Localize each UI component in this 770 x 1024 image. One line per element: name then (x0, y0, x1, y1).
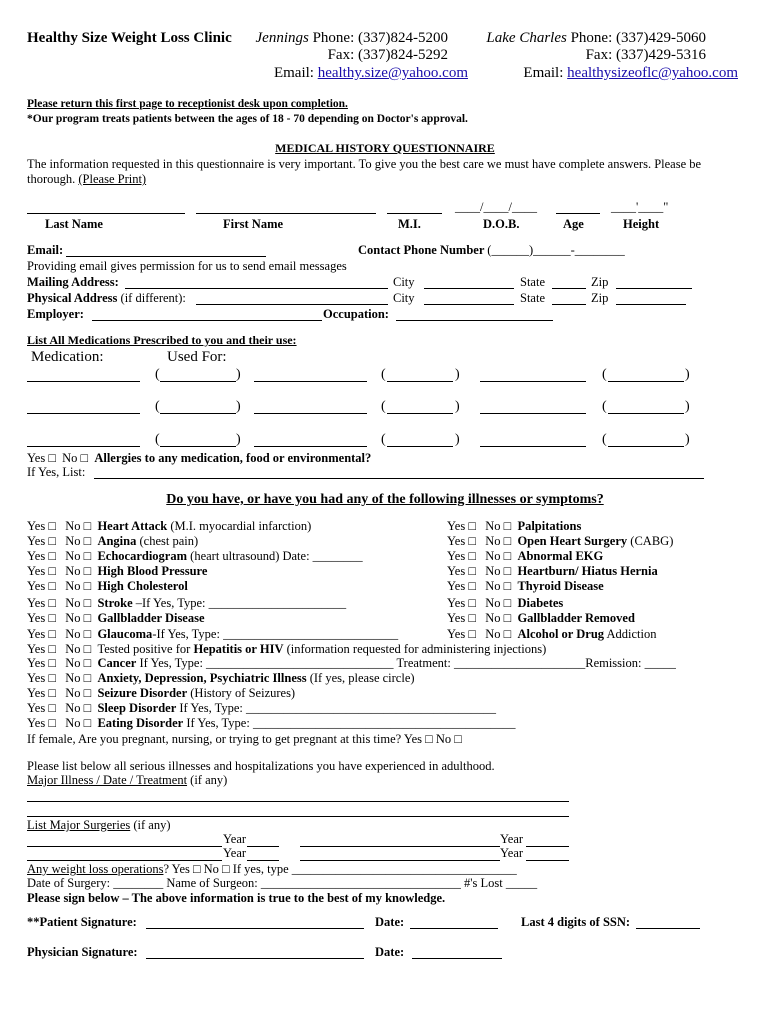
illness-detail: (M.I. myocardial infarction) (167, 519, 312, 533)
illness-name: Gallbladder Disease (97, 611, 205, 625)
paren-open: ( (381, 432, 386, 447)
mailing-address-label: Mailing Address: (27, 275, 119, 289)
allergies-if-yes-label: If Yes, List: (27, 465, 86, 479)
mi-field[interactable] (387, 213, 442, 214)
illness-detail: (If yes, please circle) (306, 671, 415, 685)
full-illness-row (27, 671, 415, 685)
full-illness-row (27, 716, 515, 730)
medication-field[interactable] (480, 381, 586, 382)
no-checkbox[interactable]: No □ (65, 519, 92, 533)
illness-detail: (information requested for administering injections) (283, 642, 547, 656)
ssn-label: Last 4 digits of SSN: (521, 915, 631, 929)
illness-name: Palpitations (517, 519, 582, 533)
surgeries-title: List Major Surgeries (27, 818, 131, 832)
dob-field[interactable]: ____/____/____ (455, 200, 537, 214)
paren-close: ) (685, 367, 690, 382)
jennings-email-line (240, 65, 468, 82)
illness-prefix: Tested positive for (97, 642, 194, 656)
surgeries-label (27, 818, 171, 832)
paren-open: ( (381, 399, 386, 414)
height-label: Height (623, 217, 660, 231)
mailing-zip-field[interactable] (616, 288, 692, 289)
surgery-3-year-label: Year (223, 846, 247, 860)
illness-name: Thyroid Disease (517, 579, 604, 593)
paren-close: ) (236, 367, 241, 382)
paren-open: ( (155, 367, 160, 382)
used-for-field[interactable] (387, 446, 453, 447)
paren-close: ) (685, 432, 690, 447)
ssn-field[interactable] (636, 928, 700, 929)
illness-name: Diabetes (517, 596, 564, 610)
yes-checkbox[interactable]: Yes □ (447, 519, 476, 533)
illness-name: Stroke (97, 596, 133, 610)
mailing-city-label: City (393, 275, 415, 289)
yes-checkbox[interactable]: Yes □ (27, 596, 56, 610)
no-checkbox[interactable]: No □ (65, 534, 92, 548)
left-illness-row (27, 564, 207, 578)
serious-illness-intro: Please list below all serious illnesses and hospitalizations you have experienced in adulthood. (27, 759, 495, 773)
jennings-city: Jennings (255, 30, 309, 46)
mailing-city-field[interactable] (424, 288, 514, 289)
illness-name: Seizure Disorder (97, 686, 188, 700)
last-name-label: Last Name (45, 217, 103, 231)
no-checkbox[interactable]: No □ (485, 564, 512, 578)
height-field[interactable]: ____'____" (611, 200, 669, 214)
illness-name: Alcohol or Drug (517, 627, 605, 641)
surgery-1-year-label: Year (223, 832, 247, 846)
physician-signature-field[interactable] (146, 958, 364, 959)
yes-checkbox[interactable]: Yes □ (447, 579, 476, 593)
lake-charles-email-label: Email: (523, 65, 568, 81)
lake-charles-phone-number: Phone: (337)429-5060 (566, 30, 706, 46)
allergies-question (27, 451, 371, 465)
email-field[interactable] (66, 256, 266, 257)
full-illness-row (27, 656, 676, 670)
allergies-list-field[interactable] (94, 478, 704, 479)
medication-column-label: Medication: (31, 349, 104, 365)
no-checkbox[interactable]: No □ (485, 596, 512, 610)
yes-checkbox[interactable]: Yes □ (27, 671, 56, 685)
used-for-column-label: Used For: (167, 349, 227, 365)
illness-name: Gallbladder Removed (517, 611, 635, 625)
physical-address-label-text: Physical Address (27, 291, 118, 305)
surgery-1-year-field[interactable] (247, 846, 279, 847)
right-illness-row (447, 534, 673, 548)
physical-city-label: City (393, 291, 415, 305)
left-illness-row (27, 519, 311, 533)
yes-checkbox[interactable]: Yes □ (27, 534, 56, 548)
paren-open: ( (602, 367, 607, 382)
illness-name: Echocardiogram (97, 549, 188, 563)
questionnaire-title: MEDICAL HISTORY QUESTIONNAIRE (275, 141, 495, 155)
contact-phone-label: Contact Phone Number (358, 243, 488, 257)
used-for-field[interactable] (160, 381, 236, 382)
medication-field[interactable] (27, 413, 140, 414)
yes-checkbox[interactable]: Yes □ (447, 549, 476, 563)
surgery-2-year-field[interactable] (526, 846, 569, 847)
mi-label: M.I. (398, 217, 421, 231)
yes-checkbox[interactable]: Yes □ (27, 656, 56, 670)
used-for-field[interactable] (608, 413, 684, 414)
used-for-field[interactable] (387, 413, 453, 414)
age-notice: *Our program treats patients between the ages of 18 - 70 depending on Doctor's approval. (27, 113, 468, 125)
yes-checkbox[interactable]: Yes □ (27, 579, 56, 593)
yes-checkbox[interactable]: Yes □ (447, 611, 476, 625)
used-for-field[interactable] (608, 446, 684, 447)
right-illness-row (447, 549, 603, 563)
jennings-email-link[interactable]: healthy.size@yahoo.com (317, 65, 468, 81)
right-illness-row (447, 596, 563, 610)
surgeries-note: (if any) (130, 818, 171, 832)
no-checkbox[interactable]: No □ (65, 579, 92, 593)
illness-detail: –If Yes, Type: ______________________ (132, 596, 347, 610)
please-print: (Please Print) (78, 172, 147, 186)
paren-open: ( (155, 399, 160, 414)
yes-checkbox[interactable]: Yes □ (27, 627, 56, 641)
physical-zip-label: Zip (591, 291, 609, 305)
major-illness-line-1[interactable] (27, 801, 569, 802)
illness-name: Anxiety, Depression, Psychiatric Illness (97, 671, 307, 685)
yes-checkbox[interactable]: Yes □ (447, 596, 476, 610)
paren-close: ) (685, 399, 690, 414)
illness-detail: (CABG) (627, 534, 674, 548)
left-illness-row (27, 549, 363, 563)
yes-checkbox[interactable]: Yes □ (447, 534, 476, 548)
attestation: Please sign below – The above information is true to the best of my knowledge. (27, 891, 446, 905)
first-name-field[interactable] (196, 213, 376, 214)
lake-charles-fax: Fax: (337)429-5316 (585, 47, 706, 63)
right-illness-row (447, 564, 658, 578)
intro-line-1: The information requested in this questionnaire is very important. To give you the best care we must have complete answers. Please be (27, 157, 702, 171)
mailing-state-label: State (520, 275, 545, 289)
paren-open: ( (602, 432, 607, 447)
yes-checkbox[interactable]: Yes □ (27, 686, 56, 700)
illness-name: Heart Attack (97, 519, 168, 533)
weight-loss-operations-options[interactable]: ? Yes □ No □ If yes, type ____________________________________ (163, 862, 517, 876)
no-checkbox[interactable]: No □ (485, 534, 512, 548)
no-checkbox[interactable]: No □ (485, 611, 512, 625)
major-illness-title: Major Illness / Date / Treatment (27, 773, 188, 787)
full-illness-row (27, 686, 295, 700)
mailing-state-field[interactable] (552, 288, 586, 289)
medication-field[interactable] (480, 413, 586, 414)
paren-close: ) (236, 432, 241, 447)
used-for-field[interactable] (387, 381, 453, 382)
yes-checkbox[interactable]: Yes □ (27, 564, 56, 578)
physician-signature-label: Physician Signature: (27, 945, 138, 959)
last-name-field[interactable] (27, 213, 185, 214)
illness-name: High Cholesterol (97, 579, 188, 593)
email-permission-note: Providing email gives permission for us to send email messages (27, 259, 347, 273)
weight-loss-operations-label: Any weight loss operations (27, 862, 164, 876)
left-illness-row (27, 611, 205, 625)
no-checkbox[interactable]: No □ (485, 579, 512, 593)
paren-open: ( (155, 432, 160, 447)
age-field[interactable] (556, 213, 600, 214)
surgery-4-field[interactable] (300, 860, 500, 861)
illness-detail: (History of Seizures) (187, 686, 296, 700)
paren-close: ) (455, 432, 460, 447)
illness-detail: If Yes, Type: __________________________________________ (183, 716, 516, 730)
used-for-field[interactable] (608, 381, 684, 382)
surgery-4-year-field[interactable] (526, 860, 569, 861)
jennings-phone (250, 30, 448, 47)
illness-name: Heartburn/ Hiatus Hernia (517, 564, 658, 578)
left-illness-row (27, 534, 198, 548)
paren-close: ) (236, 399, 241, 414)
physical-zip-field[interactable] (616, 304, 686, 305)
right-illness-row (447, 611, 635, 625)
illness-name: Angina (97, 534, 137, 548)
illness-name: Open Heart Surgery (517, 534, 628, 548)
no-checkbox[interactable]: No □ (65, 671, 92, 685)
paren-open: ( (381, 367, 386, 382)
jennings-fax: Fax: (337)824-5292 (327, 47, 448, 63)
no-checkbox[interactable]: No □ (65, 642, 92, 656)
major-illness-line-2[interactable] (27, 816, 569, 817)
physical-address-note: (if different): (117, 291, 186, 305)
no-checkbox[interactable]: No □ (485, 549, 512, 563)
no-checkbox[interactable]: No □ (65, 627, 92, 641)
yes-checkbox[interactable]: Yes □ (27, 519, 56, 533)
surgery-details[interactable]: Date of Surgery: ________ Name of Surgeon: ________________________________ #'s Lost _____ (27, 876, 538, 890)
surgery-3-year-field[interactable] (247, 860, 279, 861)
major-illness-note: (if any) (187, 773, 228, 787)
no-checkbox[interactable]: No □ (485, 519, 512, 533)
medication-field[interactable] (254, 413, 367, 414)
paren-open: ( (602, 399, 607, 414)
surgery-3-field[interactable] (27, 860, 222, 861)
left-illness-row (27, 627, 398, 641)
mailing-address-field[interactable] (125, 288, 388, 289)
medication-field[interactable] (254, 446, 367, 447)
medication-field[interactable] (254, 381, 367, 382)
right-illness-row (447, 579, 604, 593)
used-for-field[interactable] (160, 413, 236, 414)
paren-close: ) (455, 399, 460, 414)
medications-heading: List All Medications Prescribed to you and their use: (27, 333, 297, 347)
pregnancy-question: If female, Are you pregnant, nursing, or trying to get pregnant at this time? Yes □ No □ (27, 732, 462, 746)
illness-detail: Addiction (604, 627, 657, 641)
full-illness-row (27, 642, 546, 656)
illness-detail: If Yes, Type: ________________________________________ (176, 701, 496, 715)
illness-name: Eating Disorder (97, 716, 184, 730)
illness-name: Glaucoma (97, 627, 153, 641)
jennings-phone-number: Phone: (337)824-5200 (308, 30, 448, 46)
illness-detail: (chest pain) (136, 534, 199, 548)
no-checkbox[interactable]: No □ (65, 549, 92, 563)
allergies-question-text: Allergies to any medication, food or environmental? (94, 451, 372, 465)
yes-checkbox[interactable]: Yes □ (27, 611, 56, 625)
paren-close: ) (455, 367, 460, 382)
left-illness-row (27, 579, 188, 593)
physical-state-field[interactable] (552, 304, 586, 305)
illness-detail: If Yes, Type: ______________________________ Treatment: _____________________Remission: _____ (136, 656, 676, 670)
illness-name: Sleep Disorder (97, 701, 177, 715)
patient-date-label: Date: (375, 915, 405, 929)
illness-name: High Blood Pressure (97, 564, 208, 578)
allergies-yes-checkbox[interactable]: Yes □ (27, 451, 56, 465)
patient-signature-field[interactable] (146, 928, 364, 929)
return-notice: Please return this first page to receptionist desk upon completion. (27, 98, 348, 110)
age-label: Age (563, 217, 584, 231)
yes-checkbox[interactable]: Yes □ (447, 627, 476, 641)
no-checkbox[interactable]: No □ (65, 564, 92, 578)
physician-date-label: Date: (375, 945, 405, 959)
lake-charles-email-link[interactable]: healthysizeoflc@yahoo.com (567, 65, 738, 81)
email-label: Email: (27, 243, 64, 257)
surgery-2-field[interactable] (300, 846, 500, 847)
patient-signature-label: **Patient Signature: (27, 915, 137, 929)
physical-address-label (27, 291, 186, 305)
yes-checkbox[interactable]: Yes □ (27, 701, 56, 715)
dob-label: D.O.B. (483, 217, 520, 231)
yes-checkbox[interactable]: Yes □ (27, 549, 56, 563)
intro-line-2-text: thorough. (27, 172, 79, 186)
mailing-zip-label: Zip (591, 275, 609, 289)
surgery-2-year-label: Year (500, 832, 524, 846)
illnesses-heading: Do you have, or have you had any of the following illnesses or symptoms? (166, 492, 604, 507)
first-name-label: First Name (223, 217, 284, 231)
no-checkbox[interactable]: No □ (485, 627, 512, 641)
lake-charles-email-line (488, 65, 738, 82)
medication-field[interactable] (27, 381, 140, 382)
lake-charles-phone (478, 30, 706, 47)
allergies-no-checkbox[interactable]: No □ (62, 451, 89, 465)
used-for-field[interactable] (160, 446, 236, 447)
full-illness-row (27, 701, 496, 715)
occupation-label: Occupation: (323, 307, 389, 321)
physical-address-field[interactable] (196, 304, 388, 305)
yes-checkbox[interactable]: Yes □ (27, 642, 56, 656)
right-illness-row (447, 519, 581, 533)
surgery-1-field[interactable] (27, 846, 222, 847)
contact-phone (358, 243, 625, 257)
medication-field[interactable] (480, 446, 586, 447)
yes-checkbox[interactable]: Yes □ (447, 564, 476, 578)
lake-charles-city: Lake Charles (486, 30, 567, 46)
illness-detail: -If Yes, Type: ____________________________ (152, 627, 399, 641)
intro-line-2 (27, 172, 146, 186)
no-checkbox[interactable]: No □ (65, 656, 92, 670)
physical-city-field[interactable] (424, 304, 514, 305)
illness-name: Hepatitis or HIV (193, 642, 284, 656)
no-checkbox[interactable]: No □ (65, 686, 92, 700)
occupation-field[interactable] (396, 320, 553, 321)
contact-phone-field[interactable]: (______)______-________ (487, 243, 625, 257)
employer-field[interactable] (92, 320, 322, 321)
major-illness-label (27, 773, 227, 787)
jennings-email-label: Email: (273, 65, 318, 81)
yes-checkbox[interactable]: Yes □ (27, 716, 56, 730)
no-checkbox[interactable]: No □ (65, 701, 92, 715)
no-checkbox[interactable]: No □ (65, 611, 92, 625)
physician-date-field[interactable] (412, 958, 502, 959)
employer-label: Employer: (27, 307, 84, 321)
clinic-name: Healthy Size Weight Loss Clinic (27, 30, 232, 46)
medication-field[interactable] (27, 446, 140, 447)
patient-date-field[interactable] (410, 928, 498, 929)
illness-name: Cancer (97, 656, 137, 670)
right-illness-row (447, 627, 656, 641)
left-illness-row (27, 596, 346, 610)
physical-state-label: State (520, 291, 545, 305)
no-checkbox[interactable]: No □ (65, 716, 92, 730)
illness-name: Abnormal EKG (517, 549, 604, 563)
surgery-4-year-label: Year (500, 846, 524, 860)
illness-detail: (heart ultrasound) Date: ________ (187, 549, 363, 563)
no-checkbox[interactable]: No □ (65, 596, 92, 610)
weight-loss-operations (27, 862, 517, 876)
